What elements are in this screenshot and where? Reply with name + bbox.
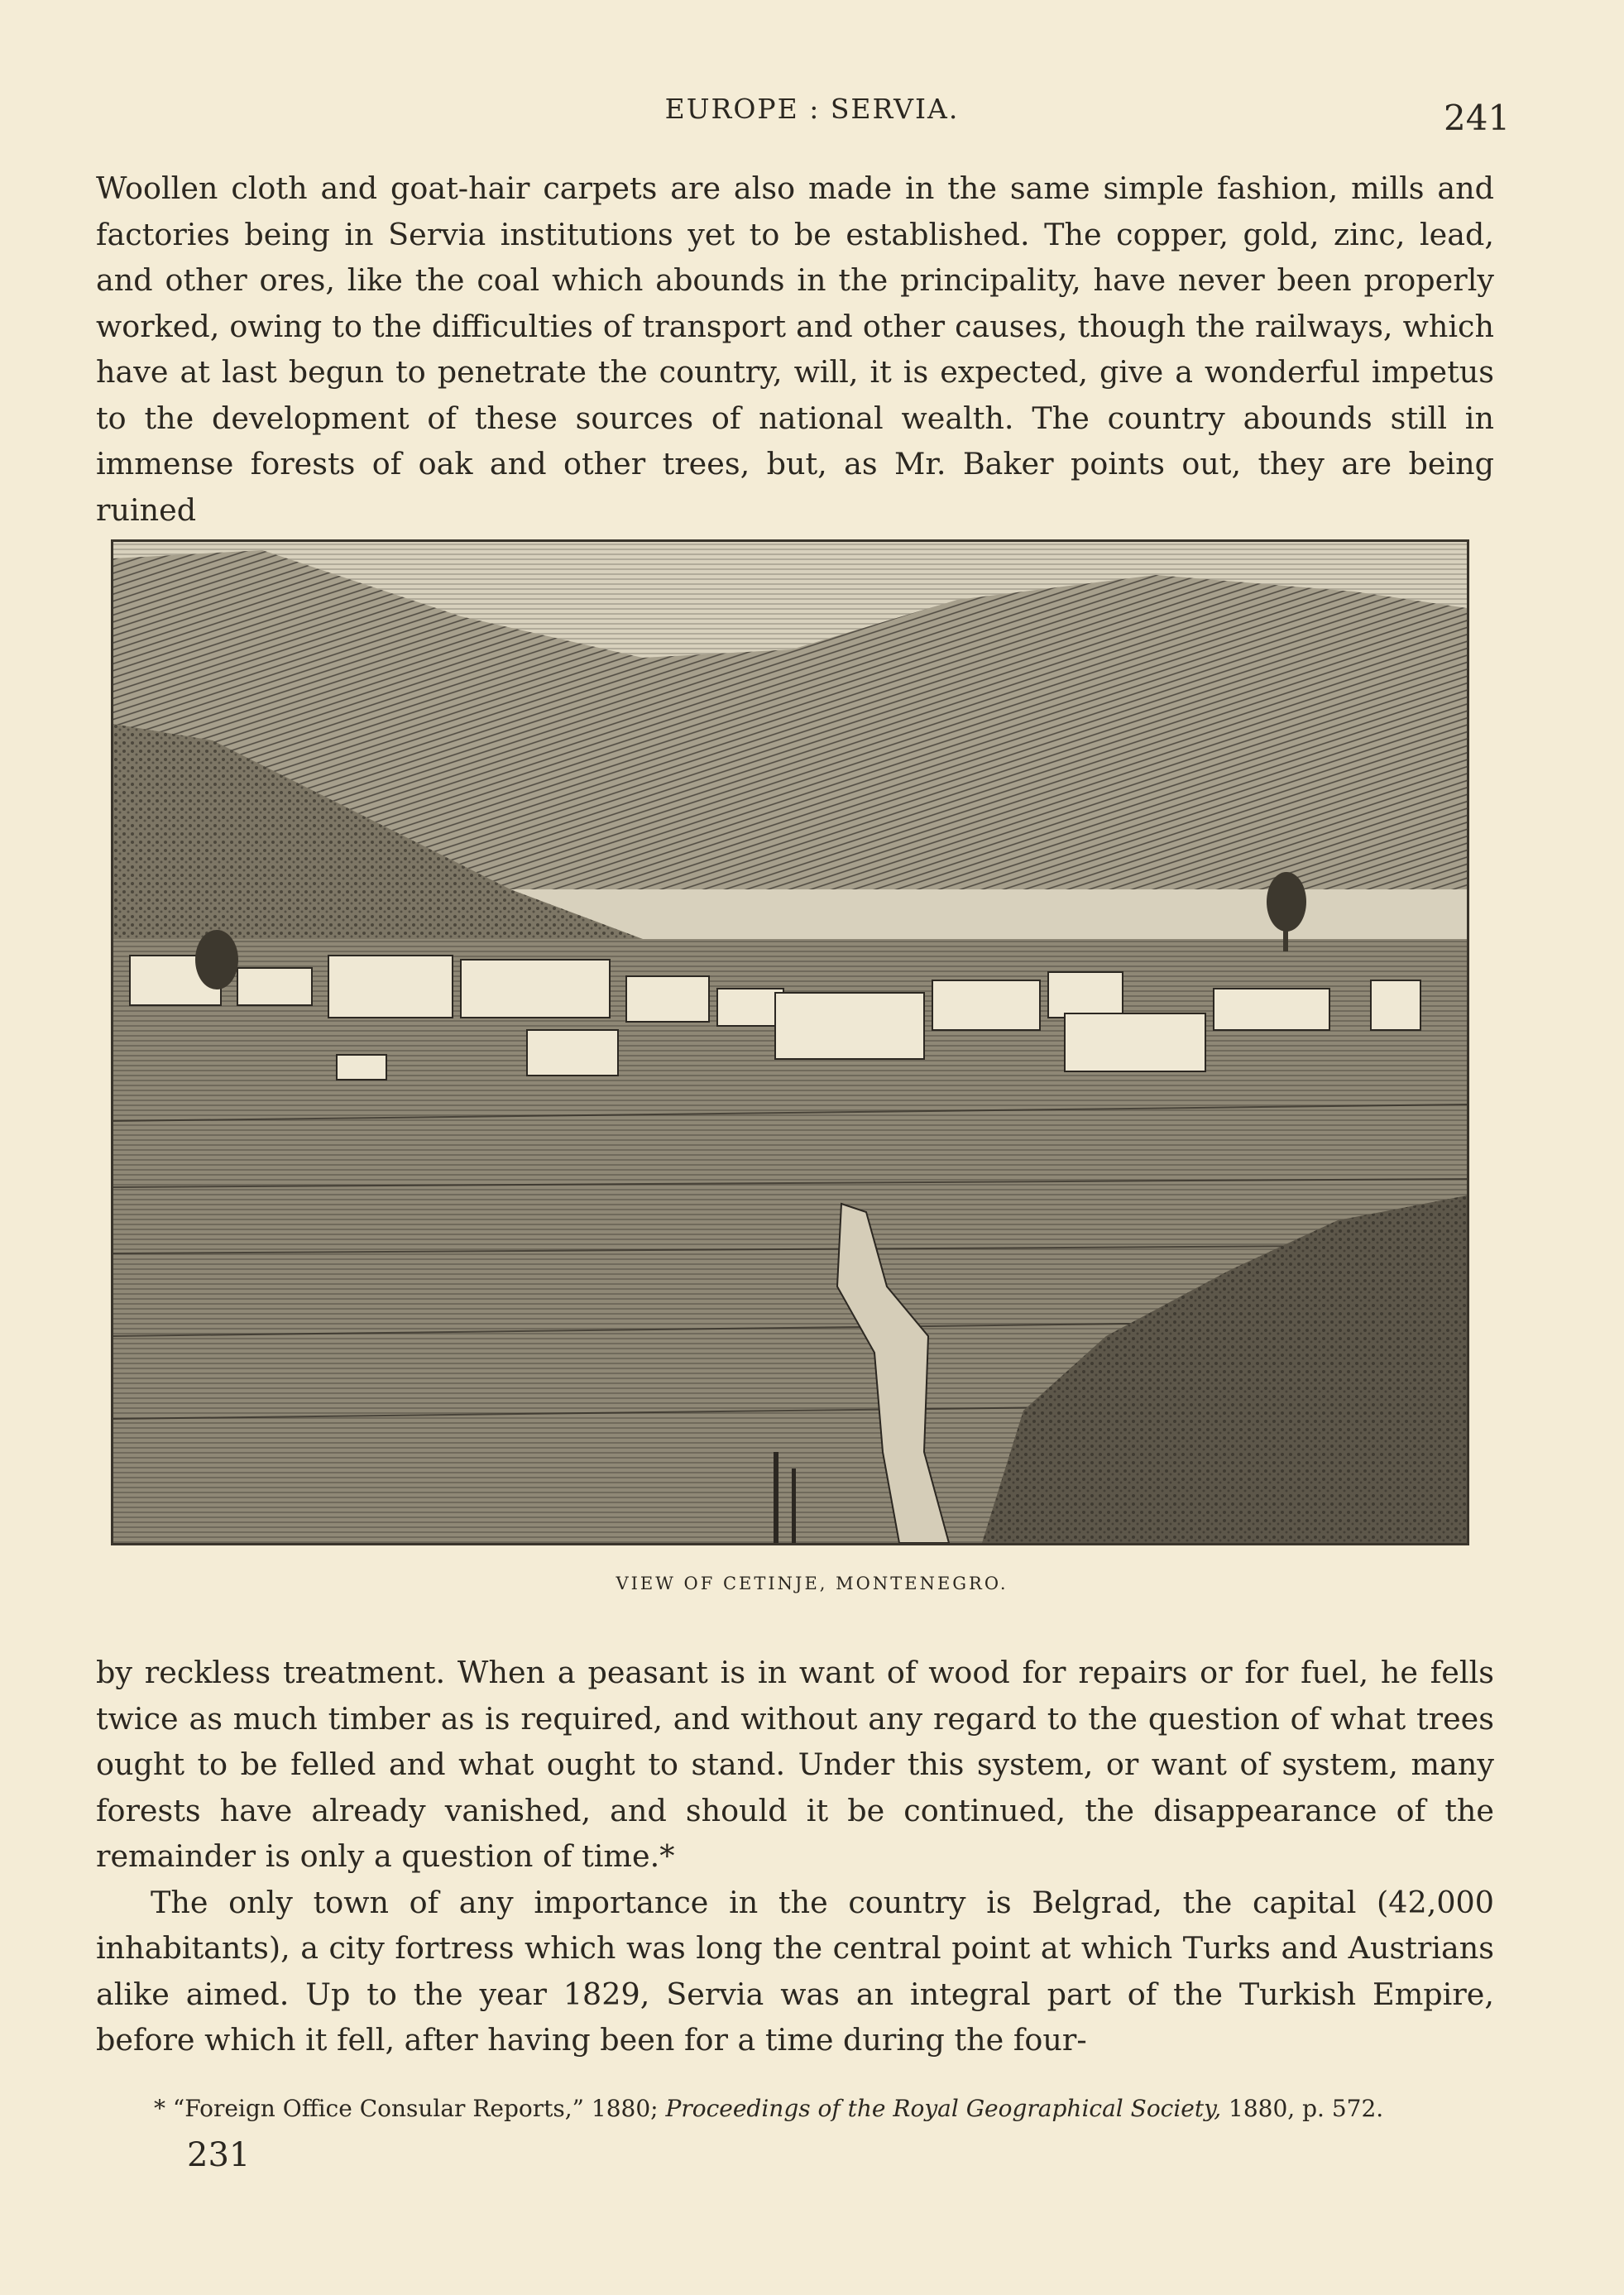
paragraph-continued: by reckless treatment. When a peasant is in want of wood for repairs or for fuel, he fells twice as much timber as is required, and without any regard to the question of what trees ought to be felled and what ought to stand. Under this system, or want of system, many forests have already vanished, and should it be continued, the disappearance of the remainder is only a question of time.* [96,1655,1494,1874]
footnote-prefix: * “Foreign Office Consular Reports,” 1880; [154,2095,659,2122]
paragraph-top: Woollen cloth and goat-hair carpets are also made in the same simple fashion, mills and factories being in Servia institutions yet to be established. The copper, gold, zinc, lead, and other ores, like the coal which abounds in the principality, have never been properly worked, owing to the difficulties of transport and other causes, though the railways, which have at last begun to penetrate the country, will, it is expected, give a wonderful impetus to the development of these sources of national wealth. The country abounds still in immense forests of oak and other trees, but, as Mr. Baker points out, they are being ruined [96,170,1494,528]
paragraphs-bottom [96,1650,1494,2063]
footnote-suffix: 1880, p. 572. [1229,2095,1384,2122]
footnote-italic-title: Proceedings of the Royal Geographical Society, [665,2095,1222,2122]
running-head: EUROPE : SERVIA. [664,93,960,125]
footnote [154,2095,1444,2122]
engraving-landscape-image [113,542,1467,1543]
figure-caption: VIEW OF CETINJE, MONTENEGRO. [616,1574,1008,1593]
signature-mark: 231 [187,2136,251,2174]
engraving-illustration [111,539,1469,1545]
page-number: 241 [1444,98,1511,138]
paragraph-belgrad: The only town of any importance in the country is Belgrad, the capital (42,000 inhabitants), a city fortress which was long the central point at which Turks and Austrians alike aimed. Up to the year 1829, Servia was an integral part of the Turkish Empire, before which it fell, after having been for a time during the four- [96,1884,1494,2058]
